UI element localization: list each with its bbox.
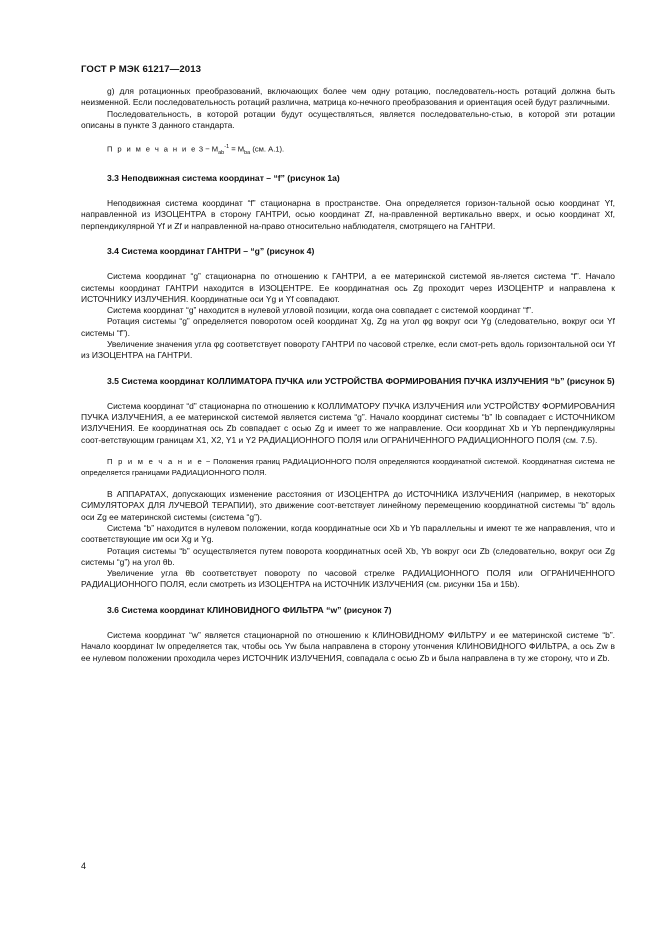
- paragraph-collimator-angle: Увеличение угла θb соответствует повороту по часовой стрелке РАДИАЦИОННОГО ПОЛЯ или ОГРАНИЧЕННОГО РАДИАЦИОННОГО ПОЛЯ, если смотреть из ИЗОЦЕНТРА на ИСТОЧНИК ИЗЛУЧЕНИЯ (см. рисунки 15а и 15b).: [81, 568, 615, 590]
- paragraph-gantry-angle: Увеличение значения угла φg соответствует повороту ГАНТРИ по часовой стрелке, если смот-реть вдоль горизонтальной оси Yf из ИЗОЦЕНТРА на ГАНТРИ.: [81, 339, 615, 361]
- paragraph-collimator-zero: Система “b” находится в нулевом положении, когда координатные оси Xb и Yb параллельны и имеют те же направления, что и соответствующие им оси Xg и Yg.: [81, 522, 615, 545]
- paragraph-fixed-system: Неподвижная система координат “f” стационарна в пространстве. Она определяется горизон-тальной осью координат Yf, направленной из ИЗОЦЕНТРА в сторону ГАНТРИ, осью координат Zf, на-правленной вертикально вверх, и осью координат Xf, перпендикулярной Yf и Zf и направленной на-право относительно наблюдателя, смотрящего на ГАНТРИ.: [81, 198, 615, 231]
- document-header: ГОСТ Р МЭК 61217—2013: [81, 64, 202, 75]
- note-matrix: П р и м е ч а н и е $3 - M_{ab}^{-1} = M_{ba}$ (см. А.1).: [107, 144, 285, 157]
- paragraph-gantry-rotation: Ротация системы “g” определяется поворотом осей координат Xg, Zg на угол φg вокруг оси Yg (следовательно, вокруг оси Yf системы “f”).: [81, 316, 615, 338]
- section-heading-3-4: 3.4 Система координат ГАНТРИ – “g” (рисунок 4): [107, 245, 315, 256]
- page-number: 4: [81, 861, 87, 871]
- section-heading-3-3: 3.3 Неподвижная система координат – “f” (рисунок 1а): [107, 172, 340, 183]
- section-heading-3-5: 3.5 Система координат КОЛЛИМАТОРА ПУЧКА или УСТРОЙСТВА ФОРМИРОВАНИЯ ПУЧКА ИЗЛУЧЕНИЯ “b” (рисунок 5): [107, 375, 615, 386]
- paragraph-gantry-zero: Система координат “g” находится в нулевой угловой позиции, когда она совпадает с системой координат “f”.: [107, 305, 534, 316]
- section-heading-3-6: 3.6 Система координат КЛИНОВИДНОГО ФИЛЬТРА “w” (рисунок 7): [107, 604, 392, 615]
- paragraph-gantry-system: Система координат “g” стационарна по отношению к ГАНТРИ, а ее материнской системой яв-ляется система “f”. Начало системы координат ГАНТРИ находится в ИЗОЦЕНТРЕ. Ее координатная ось Zg проходит через ИЗОЦЕНТР и направлена к ИСТОЧНИКУ ИЗЛУЧЕНИЯ. Координатные оси Yg и Yf совпадают.: [81, 271, 615, 304]
- paragraph-collimator-rotation: Ротация системы “b” осуществляется путем поворота координатных осей Xb, Yb вокруг оси Zb (следовательно, вокруг оси Zg системы “g”) на угол θb.: [81, 545, 615, 567]
- paragraph-item-g: g) для ротационных преобразований, включающих более чем одну ротацию, последователь-ность ротаций должна быть неизменной. Если последовательность ротаций различна, матрица ко-нечного преобразования и ориентация осей будут различными.: [81, 86, 615, 108]
- note-field-limits: П р и м е ч а н и е − Положения границ РАДИАЦИОННОГО ПОЛЯ определяются координатной системой. Координатная система не определяется границами РАДИАЦИОННОГО ПОЛЯ.: [81, 457, 615, 477]
- paragraph-collimator-system: Система координат “d” стационарна по отношению к КОЛЛИМАТОРУ ПУЧКА ИЗЛУЧЕНИЯ или УСТРОЙСТВУ ФОРМИРОВАНИЯ ПУЧКА ИЗЛУЧЕНИЯ, а ее материнской системой является система “g”. Начало координат системы “b” Ib совпадает с ИСТОЧНИКОМ ИЗЛУЧЕНИЯ. Ее координатная ось Zb совпадает с осью Zg и имеет то же направление. Оси координат Xb и Yb перпендикулярны соот-ветствующим границам X1, X2, Y1 и Y2 РАДИАЦИОННОГО ПОЛЯ или ОГРАНИЧЕННОГО РАДИАЦИОННОГО ПОЛЯ (см. 7.5).: [81, 400, 615, 445]
- note-label: П р и м е ч а н и е: [107, 144, 197, 154]
- paragraph-sequence: Последовательность, в которой ротации будут осуществляться, является последовательно-стью, в которой эти ротации описаны в пункте 3 данного стандарта.: [81, 108, 615, 130]
- note-label: П р и м е ч а н и е: [107, 457, 204, 467]
- paragraph-apparatus: В АППАРАТАХ, допускающих изменение расстояния от ИЗОЦЕНТРА до ИСТОЧНИКА ИЗЛУЧЕНИЯ (например, в некоторых СИМУЛЯТОРАХ ДЛЯ ЛУЧЕВОЙ ТЕРАПИИ), это движение соот-ветствует линейному перемещению координатной системы “b” вдоль оси Zg ее материнской системы (система “g”).: [81, 489, 615, 522]
- document-body: [81, 86, 615, 664]
- paragraph-wedge-system: Система координат “w” является стационарной по отношению к КЛИНОВИДНОМУ ФИЛЬТРУ и ее материнской системе “b”. Начало координат Iw определяется так, чтобы ось Yw была направлена в сторону утончения КЛИНОВИДНОГО ФИЛЬТРА, а ось Zw в ее нулевом положении проходила через ИСТОЧНИК ИЗЛУЧЕНИЯ, совпадала с осью Zb и была направлена в ту же сторону, что и Zb.: [81, 630, 615, 663]
